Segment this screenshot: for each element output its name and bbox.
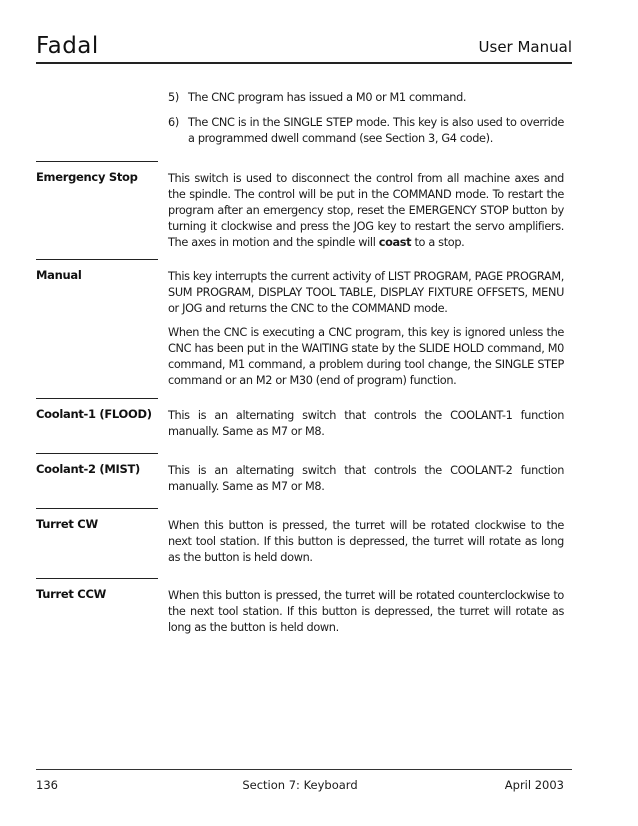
description-paragraph: This is an alternating switch that controls the COOLANT-2 function manually. Same as M7 or M8. bbox=[168, 464, 564, 493]
list-item bbox=[168, 115, 564, 147]
section-turret-cw bbox=[36, 508, 564, 566]
description-paragraph: When this button is pressed, the turret will be rotated clockwise to the next tool station. If this button is depressed, the turret will rotate as long as the button is held down. bbox=[168, 519, 564, 564]
description-text: This switch is used to disconnect the control from all machine axes and the spindle. The control will be put in the COMMAND mode. To restart the program after an emergency stop, reset the EMERGENCY STOP button by turning it clockwise and press the JOG key to restart the servo amplifiers. The axes in motion and the spindle will bbox=[168, 172, 564, 249]
section-turret-ccw bbox=[36, 578, 564, 636]
description-paragraph: When the CNC is executing a CNC program, this key is ignored unless the CNC has been put in the WAITING state by the SLIDE HOLD command, M0 command, M1 command, a problem during tool change, the SINGLE STEP command or an M2 or M30 (end of program) function. bbox=[168, 326, 564, 387]
term-description bbox=[168, 508, 564, 566]
description-paragraph: When this button is pressed, the turret will be rotated counterclockwise to the next tool station. If this button is depressed, the turret will rotate as long as the button is held down. bbox=[168, 589, 564, 634]
term-heading: Coolant-1 (FLOOD) bbox=[36, 398, 158, 421]
document-title: User Manual bbox=[478, 38, 572, 56]
description-text: to a stop. bbox=[411, 236, 465, 249]
term-heading: Manual bbox=[36, 259, 158, 282]
description-paragraph: This is an alternating switch that controls the COOLANT-1 function manually. Same as M7 or M8. bbox=[168, 409, 564, 438]
list-item-text: The CNC program has issued a M0 or M1 command. bbox=[188, 91, 467, 104]
term-description bbox=[168, 259, 564, 389]
term-heading: Emergency Stop bbox=[36, 161, 158, 184]
emphasis-text: coast bbox=[378, 236, 412, 249]
list-item-text: The CNC is in the SINGLE STEP mode. This key is also used to override a programmed dwell command (see Section 3, G4 code). bbox=[188, 116, 564, 145]
term-heading: Turret CCW bbox=[36, 578, 158, 601]
description-paragraph: This key interrupts the current activity of LIST PROGRAM, PAGE PROGRAM, SUM PROGRAM, DISPLAY TOOL TABLE, DISPLAY FIXTURE OFFSETS, MENU or JOG and returns the CNC to the COMMAND mode. bbox=[168, 270, 564, 315]
footer-section-title: Section 7: Keyboard bbox=[242, 778, 358, 792]
section-coolant-1 bbox=[36, 398, 564, 440]
term-description bbox=[168, 398, 564, 440]
term-description bbox=[168, 453, 564, 495]
section-coolant-2 bbox=[36, 453, 564, 495]
footer-rule bbox=[36, 769, 572, 770]
term-description bbox=[168, 161, 564, 251]
section-emergency-stop bbox=[36, 161, 564, 251]
term-heading: Turret CW bbox=[36, 508, 158, 531]
header-rule bbox=[36, 62, 572, 64]
list-item bbox=[168, 90, 564, 106]
list-item-number: 6) bbox=[168, 116, 179, 129]
page-number: 136 bbox=[36, 778, 58, 792]
term-description bbox=[168, 578, 564, 636]
term-heading: Coolant-2 (MIST) bbox=[36, 453, 158, 476]
section-manual bbox=[36, 259, 564, 389]
brand-logo-text: Fadal bbox=[36, 33, 99, 59]
list-item-number: 5) bbox=[168, 91, 179, 104]
description-paragraph bbox=[168, 171, 564, 251]
footer-date: April 2003 bbox=[504, 778, 564, 792]
